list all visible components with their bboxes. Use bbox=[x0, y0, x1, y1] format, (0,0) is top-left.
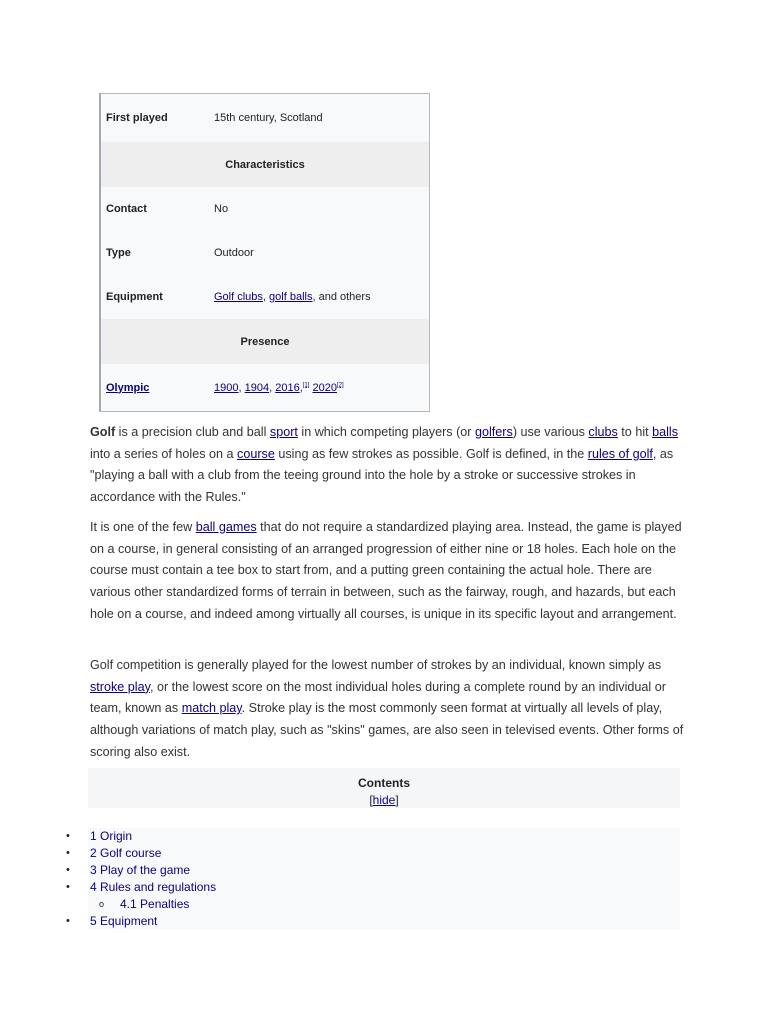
infobox-header-characteristics: Characteristics bbox=[101, 142, 429, 187]
text: to hit bbox=[617, 425, 653, 439]
toc-item-origin[interactable] bbox=[0, 828, 768, 845]
bracket: ] bbox=[395, 793, 399, 807]
text: Golf competition is generally played for the lowest number of strokes by an individual, known simply as bbox=[90, 658, 662, 672]
infobox bbox=[99, 93, 430, 412]
toc-link[interactable]: 3 Play of the game bbox=[90, 863, 191, 877]
text: , or the lowest score on the most individual holes during a complete round by an individual or team, known as bbox=[90, 679, 666, 716]
toc-toggle bbox=[88, 791, 680, 809]
link-ball-games[interactable]: ball games bbox=[195, 520, 257, 534]
toc-header bbox=[88, 768, 680, 808]
text: ) use various bbox=[512, 425, 589, 439]
text: is a precision club and ball bbox=[115, 425, 270, 439]
paragraph-intro bbox=[90, 422, 690, 509]
link-match-play[interactable]: match play bbox=[181, 701, 242, 716]
toc-link[interactable]: 4.1 Penalties bbox=[120, 897, 190, 911]
toc-item-golf-course[interactable] bbox=[0, 845, 768, 862]
infobox-label: Equipment bbox=[106, 291, 163, 303]
text: that do not require a standardized playing area. Instead, the game is played on a course, in general consisting of an arranged progression of either nine or 18 holes. Each hole on the course must contain a tee box to start from, and a putting green containing the actual hole. There are various other standardized forms of terrain in between, such as the fairway, rough, and hazards, but each hole on a course, and indeed among virtually all courses, is unique in its specific layout and arrangement. bbox=[90, 520, 682, 621]
toc-item-play-of-the-game[interactable] bbox=[0, 862, 768, 879]
text: into a series of holes on a bbox=[90, 446, 238, 461]
bullet-icon: • bbox=[66, 864, 70, 876]
link-year-1904[interactable]: 1904 bbox=[244, 381, 270, 394]
toc-hide-link[interactable]: hide bbox=[372, 793, 396, 807]
bullet-icon: • bbox=[66, 881, 70, 893]
toc-link[interactable]: 4 Rules and regulations bbox=[90, 880, 217, 894]
text: in which competing players (or bbox=[297, 425, 475, 439]
infobox-value: 15th century, Scotland bbox=[214, 112, 323, 124]
infobox-value bbox=[214, 364, 344, 411]
separator: , bbox=[262, 291, 270, 303]
link-year-2020[interactable]: 2020 bbox=[312, 381, 337, 394]
reference-link[interactable]: [2] bbox=[336, 381, 344, 388]
separator: , bbox=[238, 381, 245, 394]
toc-list bbox=[0, 828, 768, 930]
text: It is one of the few bbox=[90, 520, 196, 534]
link-stroke-play[interactable]: stroke play bbox=[90, 679, 150, 694]
toc-title: Contents bbox=[358, 776, 410, 790]
infobox-row-olympic bbox=[101, 364, 429, 411]
infobox-value bbox=[214, 275, 371, 319]
text: , as "playing a ball with a club from the teeing ground into the hole by a stroke or successive strokes in accordance with the Rules." bbox=[90, 446, 674, 505]
bold-term: Golf bbox=[90, 425, 116, 439]
link-year-1900[interactable]: 1900 bbox=[214, 381, 239, 394]
text: using as few strokes as possible. Golf is defined, in the bbox=[274, 446, 588, 461]
toc-item-penalties[interactable] bbox=[0, 896, 768, 913]
infobox-value: Outdoor bbox=[214, 247, 254, 259]
paragraph-playing-area bbox=[90, 517, 690, 626]
bullet-icon: • bbox=[66, 847, 70, 859]
infobox-label: Type bbox=[106, 247, 131, 259]
link-sport[interactable]: sport bbox=[269, 425, 298, 439]
link-clubs[interactable]: clubs bbox=[588, 425, 618, 439]
toc-link[interactable]: 1 Origin bbox=[90, 829, 133, 843]
bullet-icon: • bbox=[66, 830, 70, 842]
infobox-value: No bbox=[214, 203, 229, 215]
infobox-label: Contact bbox=[106, 203, 147, 215]
toc-link[interactable]: 5 Equipment bbox=[90, 914, 158, 928]
separator: , bbox=[269, 381, 276, 394]
toc-item-rules-and-regulations[interactable] bbox=[0, 879, 768, 896]
link-olympic[interactable]: Olympic bbox=[106, 381, 150, 394]
link-golf-clubs[interactable]: Golf clubs bbox=[214, 291, 263, 303]
infobox-row-contact bbox=[101, 187, 429, 231]
link-course[interactable]: course bbox=[237, 446, 275, 461]
toc-link[interactable]: 2 Golf course bbox=[90, 846, 162, 860]
paragraph-competition bbox=[90, 655, 690, 764]
infobox-label: First played bbox=[106, 112, 168, 124]
reference-link[interactable]: [1] bbox=[302, 381, 310, 388]
infobox-row-equipment bbox=[101, 275, 429, 319]
link-golfers[interactable]: golfers bbox=[475, 425, 513, 439]
link-balls[interactable]: balls bbox=[652, 425, 679, 439]
circle-bullet-icon: o bbox=[99, 899, 105, 909]
infobox-header-presence: Presence bbox=[101, 319, 429, 364]
infobox-label bbox=[106, 364, 149, 411]
separator: , bbox=[299, 381, 303, 394]
link-rules-of-golf[interactable]: rules of golf bbox=[587, 446, 653, 461]
equipment-rest: , and others bbox=[312, 291, 371, 303]
toc-item-equipment[interactable] bbox=[0, 913, 768, 930]
bullet-icon: • bbox=[66, 915, 70, 927]
text: . Stroke play is the most commonly seen format at virtually all levels of play, although variations of match play, such as "skins" games, are also seen in televised events. Other forms of scoring also exist. bbox=[90, 701, 684, 759]
infobox-row-type bbox=[101, 231, 429, 275]
link-year-2016[interactable]: 2016 bbox=[275, 381, 300, 394]
infobox-row-first-played bbox=[101, 94, 429, 142]
link-golf-balls[interactable]: golf balls bbox=[269, 291, 313, 303]
bracket: [ bbox=[369, 793, 373, 807]
